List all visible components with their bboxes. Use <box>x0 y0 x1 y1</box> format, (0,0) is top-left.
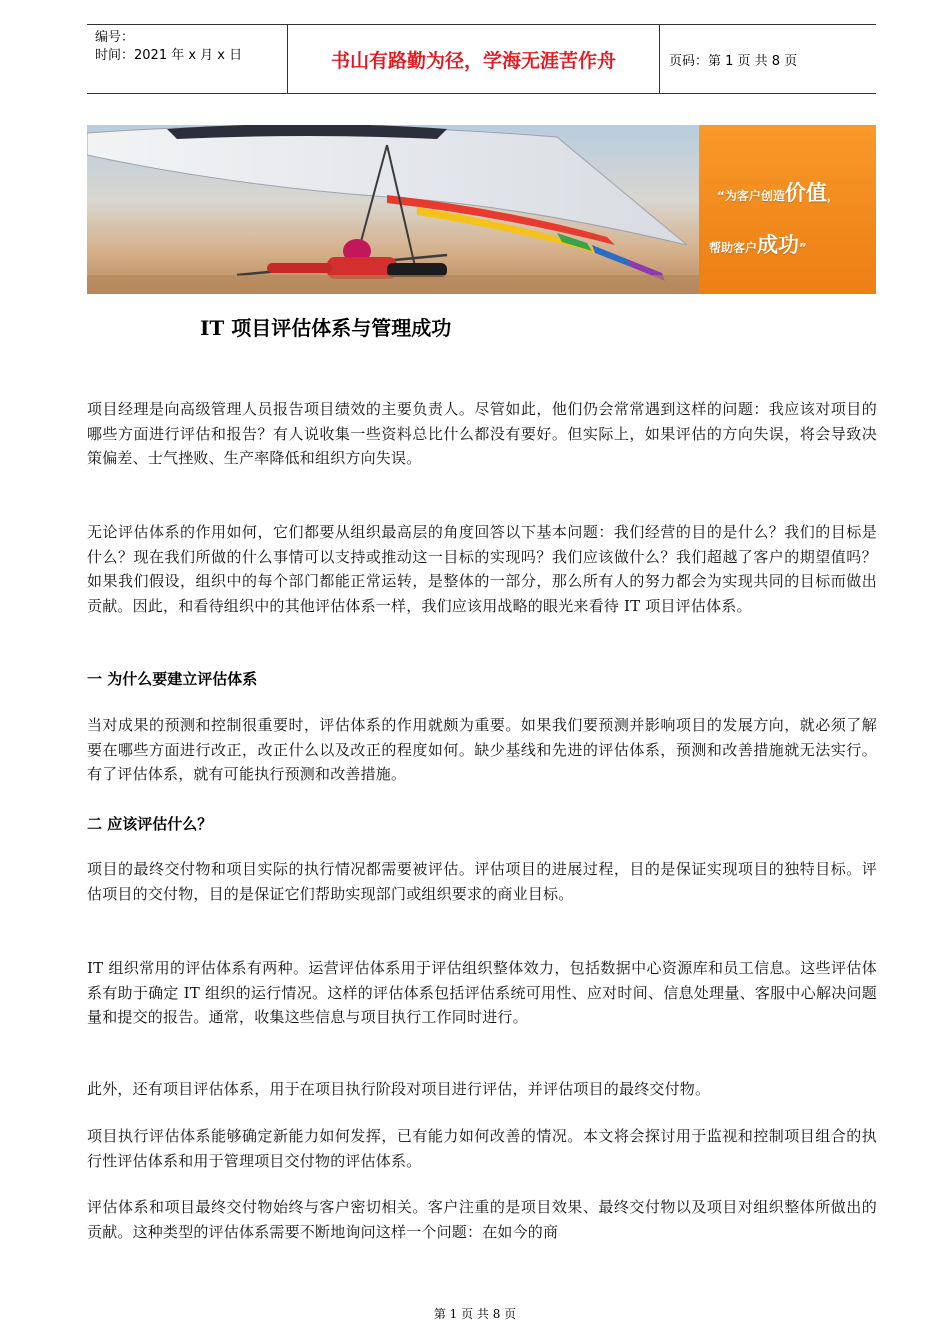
header-meta <box>95 29 287 65</box>
banner <box>87 125 876 294</box>
hang-glider-photo <box>87 125 699 294</box>
paragraph-6: 此外，还有项目评估体系，用于在项目执行阶段对项目进行评估，并评估项目的最终交付物。 <box>87 1080 711 1098</box>
paragraph-8: 评估体系和项目最终交付物始终与客户密切相关。客户注重的是项目效果、最终交付物以及项目对组织整体所做出的贡献。这种类型的评估体系需要不断地询问这样一个问题：在如今的商 <box>87 1198 877 1241</box>
section-heading-2: 二 应该评估什么？ <box>87 815 213 833</box>
header-page-label: 页码：第 1 页 共 8 页 <box>669 53 798 69</box>
paragraph-3: 当对成果的预测和控制很重要时，评估体系的作用就颇为重要。如果我们要预测并影响项目的发展方向，就必须了解要在哪些方面进行改正，改正什么以及改正的程度如何。缺少基线和先进的评估体系，预测和改善措施就无法实行。有了评估体系，就有可能执行预测和改善措施。 <box>87 716 877 783</box>
page-header <box>87 24 876 94</box>
paragraph-7: 项目执行评估体系能够确定新能力如何发挥，已有能力如何改善的情况。本文将会探讨用于监视和控制项目组合的执行性评估体系和用于管理项目交付物的评估体系。 <box>87 1127 877 1170</box>
article-title: IT 项目评估体系与管理成功 <box>200 316 452 340</box>
page-footer: 第 1 页 共 8 页 <box>433 1307 517 1321</box>
paragraph-1: 项目经理是向高级管理人员报告项目绩效的主要负责人。尽管如此，他们仍会常常遇到这样的问题：我应该对项目的哪些方面进行评估和报告？有人说收集一些资料总比什么都没有要好。但实际上，如果评估的方向失误，将会导致决策偏差、士气挫败、生产率降低和组织方向失误。 <box>87 400 877 467</box>
slogan-line-2: 帮助客户成功” <box>709 233 807 257</box>
paragraph-4: 项目的最终交付物和项目实际的执行情况都需要被评估。评估项目的进展过程，目的是保证实现项目的独特目标。评估项目的交付物，目的是保证它们帮助实现部门或组织要求的商业目标。 <box>87 860 877 903</box>
paragraph-5: IT 组织常用的评估体系有两种。运营评估体系用于评估组织整体效力，包括数据中心资源库和员工信息。这些评估体系有助于确定 IT 组织的运行情况。这样的评估体系包括评估系统可用性、应对时间、信息处理量、客服中心解决问题量和提交的报告。通常，收集这些信息与项目执行工作同时进行。 <box>87 959 877 1026</box>
banner-slogan-panel <box>699 125 876 294</box>
section-heading-1: 一 为什么要建立评估体系 <box>87 670 258 688</box>
header-divider <box>659 25 660 93</box>
paragraph-2: 无论评估体系的作用如何，它们都要从组织最高层的角度回答以下基本问题：我们经营的目的是什么？我们的目标是什么？现在我们所做的什么事情可以支持或推动这一目标的实现吗？我们应该做什么？我们超越了客户的期望值吗？如果我们假设，组织中的每个部门都能正常运转，是整体的一部分，那么所有人的努力都会为实现共同的目标而做出贡献。因此，和看待组织中的其他评估体系一样，我们应该用战略的眼光来看待 IT 项目评估体系。 <box>87 523 877 615</box>
header-number-label: 编号： <box>95 30 135 45</box>
header-motto: 书山有路勤为径，学海无涯苦作舟 <box>330 49 616 72</box>
slogan-line-1: “为客户创造价值， <box>717 181 839 205</box>
header-time-label: 时间：2021 年 x 月 x 日 <box>95 48 243 63</box>
